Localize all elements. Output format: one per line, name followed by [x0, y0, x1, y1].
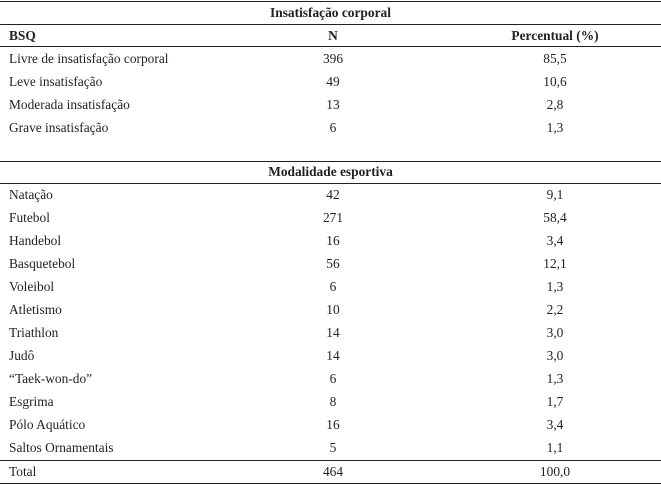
- row-pct: 3,4: [546, 417, 564, 432]
- row-n: 8: [329, 394, 337, 409]
- table-row: [0, 436, 661, 459]
- table-row: [0, 344, 661, 367]
- row-pct: 1,3: [546, 120, 564, 135]
- total-label: Total: [9, 464, 37, 479]
- row-pct: 58,4: [543, 210, 567, 225]
- bottom-rule: [0, 483, 661, 484]
- row-pct: 2,8: [546, 97, 564, 112]
- row-label: Handebol: [9, 233, 62, 248]
- row-label: Saltos Ornamentais: [9, 440, 114, 455]
- row-label: Futebol: [9, 210, 50, 225]
- table-row: [0, 70, 661, 93]
- row-pct: 3,0: [546, 325, 564, 340]
- row-n: 6: [329, 371, 337, 386]
- row-pct: 1,7: [546, 394, 564, 409]
- row-n: 13: [326, 97, 340, 112]
- section-title-insatisfacao: Insatisfação corporal: [270, 5, 391, 20]
- row-n: 14: [326, 348, 340, 363]
- row-pct: 12,1: [543, 256, 567, 271]
- table-row: [0, 183, 661, 206]
- row-n: 5: [329, 440, 337, 455]
- row-pct: 85,5: [543, 51, 567, 66]
- table-row: [0, 206, 661, 229]
- row-label: Grave insatisfação: [9, 120, 109, 135]
- row-label: Triathlon: [9, 325, 59, 340]
- row-n: 49: [326, 74, 340, 89]
- table-row: [0, 229, 661, 252]
- header-n: N: [328, 28, 338, 43]
- table-row: [0, 298, 661, 321]
- header-percentual: Percentual (%): [511, 28, 599, 43]
- row-label: “Taek-won-do”: [9, 371, 93, 386]
- row-label: Leve insatisfação: [9, 74, 103, 89]
- row-pct: 3,0: [546, 348, 564, 363]
- row-label: Esgrima: [9, 394, 54, 409]
- row-label: Natação: [9, 187, 53, 202]
- row-pct: 9,1: [546, 187, 564, 202]
- table-row: [0, 413, 661, 436]
- row-n: 6: [329, 120, 337, 135]
- total-pct: 100,0: [539, 464, 571, 479]
- row-label: Livre de insatisfação corporal: [9, 51, 169, 66]
- row-n: 271: [322, 210, 344, 225]
- section-title-modalidade: Modalidade esportiva: [268, 164, 393, 179]
- row-pct: 1,1: [546, 440, 564, 455]
- header-bsq: BSQ: [9, 28, 36, 43]
- row-label: Atletismo: [9, 302, 62, 317]
- header-row: [0, 24, 661, 47]
- row-n: 14: [326, 325, 340, 340]
- row-pct: 1,3: [546, 279, 564, 294]
- row-label: Pólo Aquático: [9, 417, 86, 432]
- table-row: [0, 275, 661, 298]
- row-pct: 10,6: [543, 74, 567, 89]
- table-row: [0, 93, 661, 116]
- row-n: 16: [326, 233, 340, 248]
- table-row: [0, 116, 661, 139]
- row-n: 56: [326, 256, 340, 271]
- table-row: [0, 47, 661, 70]
- total-row: [0, 460, 661, 483]
- row-label: Judô: [9, 348, 35, 363]
- row-label: Moderada insatisfação: [9, 97, 130, 112]
- row-pct: 2,2: [546, 302, 564, 317]
- row-n: 6: [329, 279, 337, 294]
- row-pct: 1,3: [546, 371, 564, 386]
- row-n: 42: [326, 187, 340, 202]
- total-n: 464: [322, 464, 344, 479]
- table-row: [0, 367, 661, 390]
- table-row: [0, 390, 661, 413]
- row-n: 16: [326, 417, 340, 432]
- row-label: Voleibol: [9, 279, 55, 294]
- row-label: Basquetebol: [9, 256, 76, 271]
- row-n: 396: [322, 51, 344, 66]
- table-row: [0, 252, 661, 275]
- row-n: 10: [326, 302, 340, 317]
- table-row: [0, 321, 661, 344]
- row-pct: 3,4: [546, 233, 564, 248]
